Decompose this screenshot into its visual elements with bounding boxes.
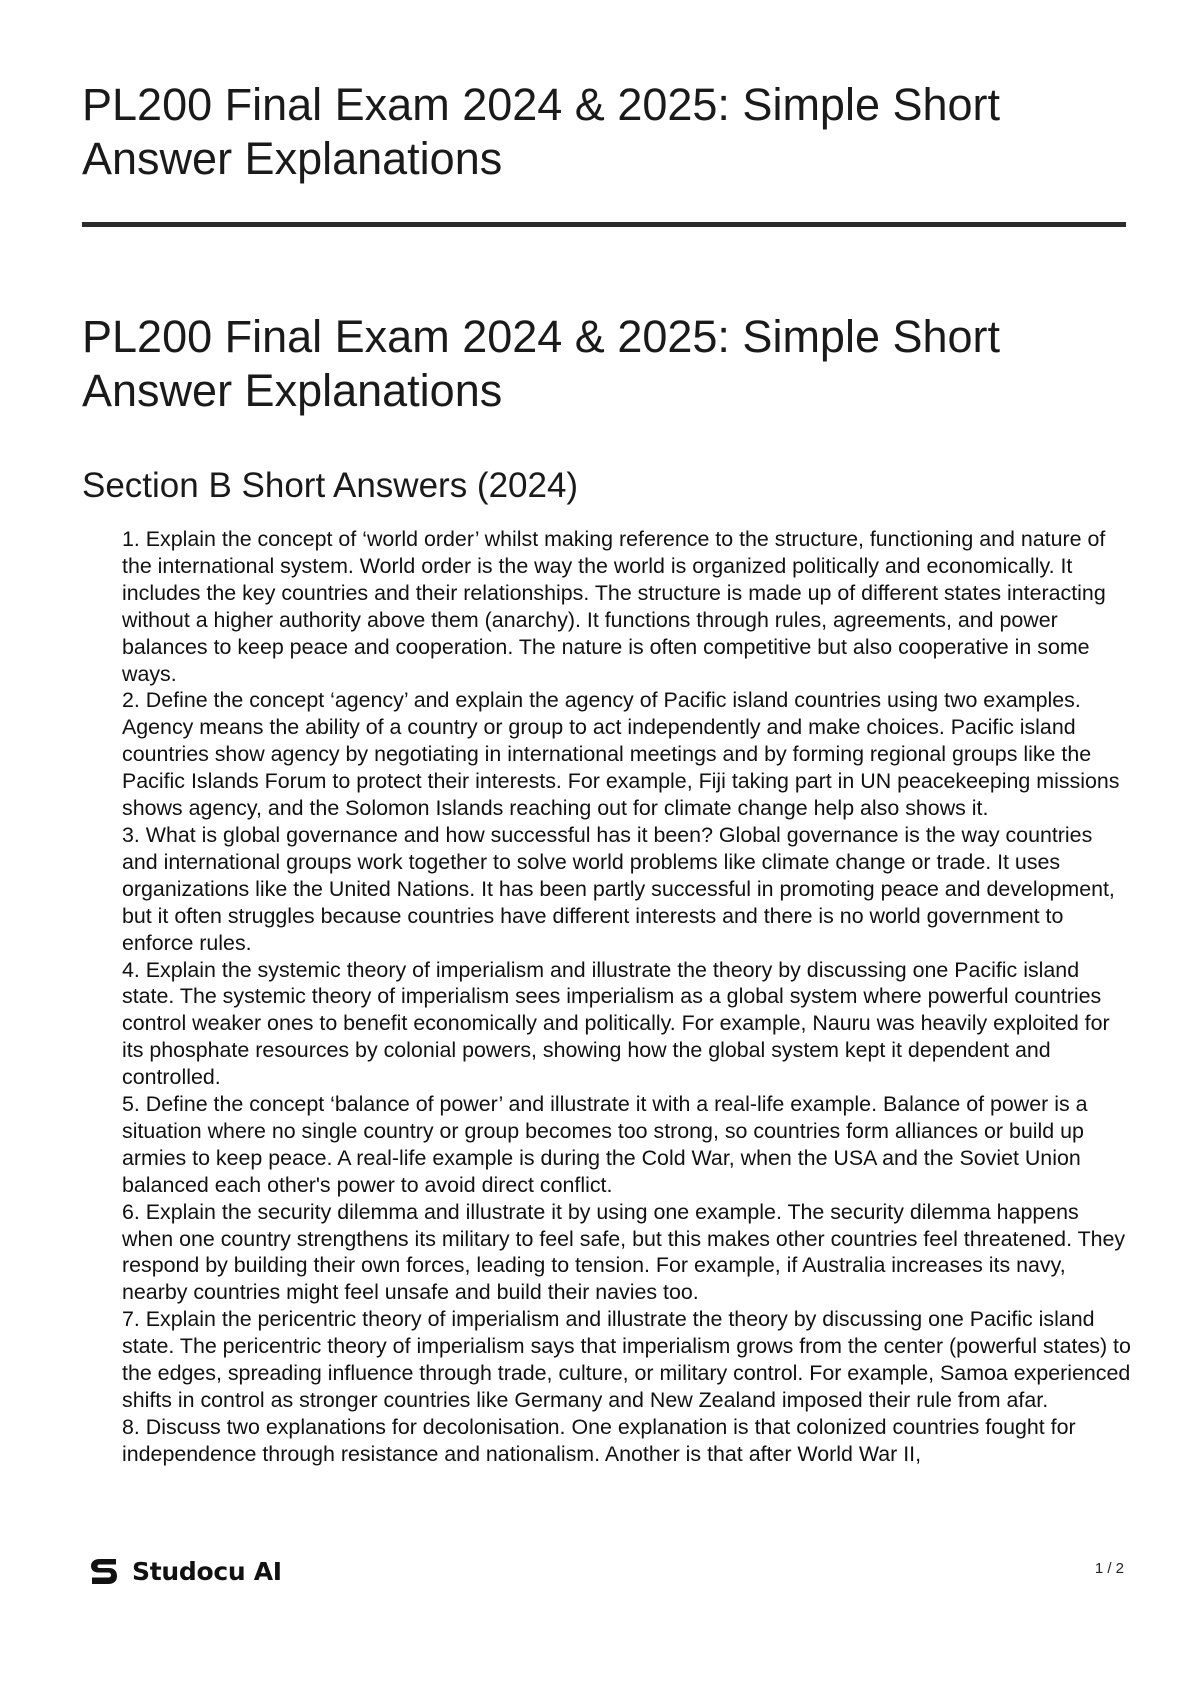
list-item: 6. Explain the security dilemma and illustrate it by using one example. The security dilemma happens when one country strengthens its military to feel safe, but this makes other countries feel threatened. They respond by building their own forces, leading to tension. For example, if Australia increases its navy, nearby countries might feel unsafe and build their navies too. — [122, 1199, 1126, 1305]
list-item: 8. Discuss two explanations for decolonisation. One explanation is that colonized countries fought for independence through resistance and nationalism. Another is that after World War II, — [122, 1414, 1076, 1466]
document-title: PL200 Final Exam 2024 & 2025: Simple Short Answer Explanations — [82, 79, 1001, 184]
footer-brand — [86, 1553, 282, 1589]
list-item: 5. Define the concept ‘balance of power’ and illustrate it with a real-life example. Balance of power is a situation where no single country or group becomes too strong, so countries form alliances or build up armies to keep peace. A real-life example is during the Cold War, when the USA and the Soviet Union balanced each other's power to avoid direct conflict. — [122, 1092, 1088, 1197]
list-item: 2. Define the concept ‘agency’ and explain the agency of Pacific island countries using two examples. Agency means the ability of a country or group to act independently and make choices. Pacific island countries show agency by negotiating in international meetings and by forming regional groups like the Pacific Islands Forum to protect their interests. For example, Fiji taking part in UN peacekeeping missions shows agency, and the Solomon Islands reaching out for climate change help also shows it. — [122, 688, 1120, 821]
list-item: 7. Explain the pericentric theory of imperialism and illustrate the theory by discussing one Pacific island state. The pericentric theory of imperialism says that imperialism grows from the center (powerful states) to the edges, spreading influence through trade, culture, or military control. For example, Samoa experienced shifts in control as stronger countries like Germany and New Zealand imposed their rule from afar. — [122, 1307, 1131, 1412]
title-divider — [82, 222, 1126, 227]
short-answer-list — [122, 526, 1132, 1468]
list-item: 4. Explain the systemic theory of imperialism and illustrate the theory by discussing one Pacific island state. The systemic theory of imperialism sees imperialism as a global system where powerful countries control weaker ones to benefit economically and politically. For example, Nauru was heavily exploited for its phosphate resources by colonial powers, showing how the global system kept it dependent and controlled. — [122, 957, 1110, 1090]
page-number: 1 / 2 — [1094, 1560, 1124, 1577]
list-item: 3. What is global governance and how successful has it been? Global governance is the way countries and international groups work together to solve world problems like climate change or trade. It uses organizations like the United Nations. It has been partly successful in promoting peace and development, but it often struggles because countries have different interests and there is no world government to enforce rules. — [122, 822, 1115, 955]
studocu-logo-icon — [86, 1553, 122, 1589]
section-heading: Section B Short Answers (2024) — [82, 466, 579, 505]
list-item: 1. Explain the concept of ‘world order’ whilst making reference to the structure, functioning and nature of the international system. World order is the way the world is organized politically and economically. It includes the key countries and their relationships. The structure is made up of different states interacting without a higher authority above them (anarchy). It functions through rules, agreements, and power balances to keep peace and cooperation. The nature is often competitive but also cooperative in some ways. — [122, 527, 1106, 686]
brand-name: Studocu AI — [132, 1556, 282, 1586]
document-subtitle: PL200 Final Exam 2024 & 2025: Simple Short Answer Explanations — [82, 311, 1001, 416]
